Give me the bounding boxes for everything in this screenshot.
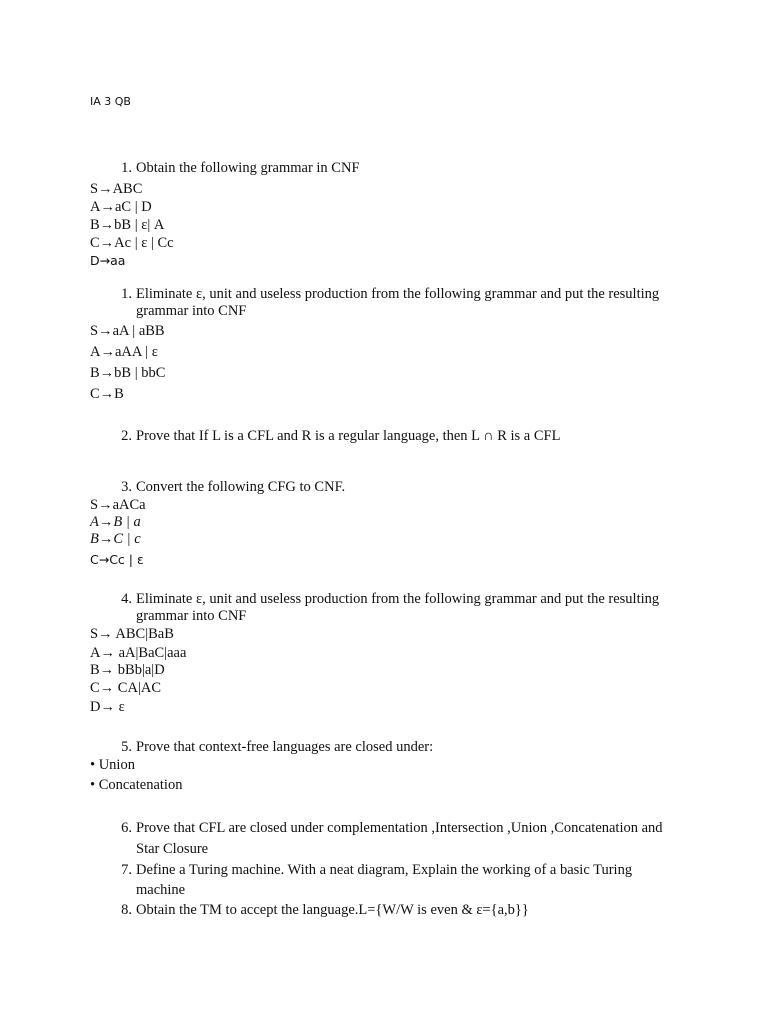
question-text: Obtain the following grammar in CNF — [136, 160, 360, 176]
grammar-line: C→B — [90, 386, 124, 402]
question-text: Convert the following CFG to CNF. — [136, 479, 346, 495]
grammar-line: B→bB | ε| A — [90, 217, 165, 233]
grammar-line: A→aAA | ε — [90, 344, 158, 360]
grammar-line: A→B | a — [90, 514, 141, 530]
question-number: 2. — [121, 428, 132, 444]
question-number: 1. — [121, 160, 132, 176]
question-text: Prove that If L is a CFL and R is a regular language, then L ∩ R is a CFL — [136, 428, 561, 444]
bullet-item: • Union — [90, 757, 135, 773]
grammar-line: C→Ac | ε | Cc — [90, 235, 174, 251]
grammar-line: S→ABC — [90, 181, 143, 197]
question-number: 3. — [121, 479, 132, 495]
question-number: 1. — [121, 286, 132, 302]
question-number: 6. — [121, 820, 132, 836]
question-number: 5. — [121, 739, 132, 755]
grammar-line: S→ ABC|BaB — [90, 626, 174, 642]
document-header: IA 3 QB — [90, 95, 131, 108]
question-text: Eliminate ε, unit and useless production from the following grammar and put the resulting grammar into CNF — [136, 591, 660, 624]
question-number: 4. — [121, 591, 132, 607]
grammar-line: A→aC | D — [90, 199, 152, 215]
grammar-line: B→bB | bbC — [90, 365, 166, 381]
question-text: Eliminate ε, unit and useless production from the following grammar and put the resulting grammar into CNF — [136, 286, 660, 319]
bullet-item: • Concatenation — [90, 777, 183, 793]
grammar-line: B→ bBb|a|D — [90, 662, 165, 678]
question-number: 7. — [121, 862, 132, 878]
question-text: Prove that CFL are closed under complementation ,Intersection ,Union ,Concatenation and Star Closure — [136, 820, 663, 857]
question-text: Prove that context-free languages are closed under: — [136, 739, 434, 755]
grammar-line: A→ aA|BaC|aaa — [90, 645, 187, 661]
grammar-line: D→ ε — [90, 699, 125, 715]
grammar-line: S→aA | aBB — [90, 323, 165, 339]
question-number: 8. — [121, 902, 132, 918]
grammar-line: B→C | c — [90, 531, 141, 547]
grammar-line: D→aa — [90, 253, 126, 268]
question-text: Obtain the TM to accept the language.L={W/W is even & ε={a,b}} — [136, 902, 529, 918]
grammar-line: S→aACa — [90, 497, 146, 513]
grammar-line: C→ CA|AC — [90, 680, 161, 696]
grammar-line: C→Cc | ε — [90, 552, 144, 567]
question-text: Define a Turing machine. With a neat diagram, Explain the working of a basic Turing machine — [136, 862, 633, 898]
